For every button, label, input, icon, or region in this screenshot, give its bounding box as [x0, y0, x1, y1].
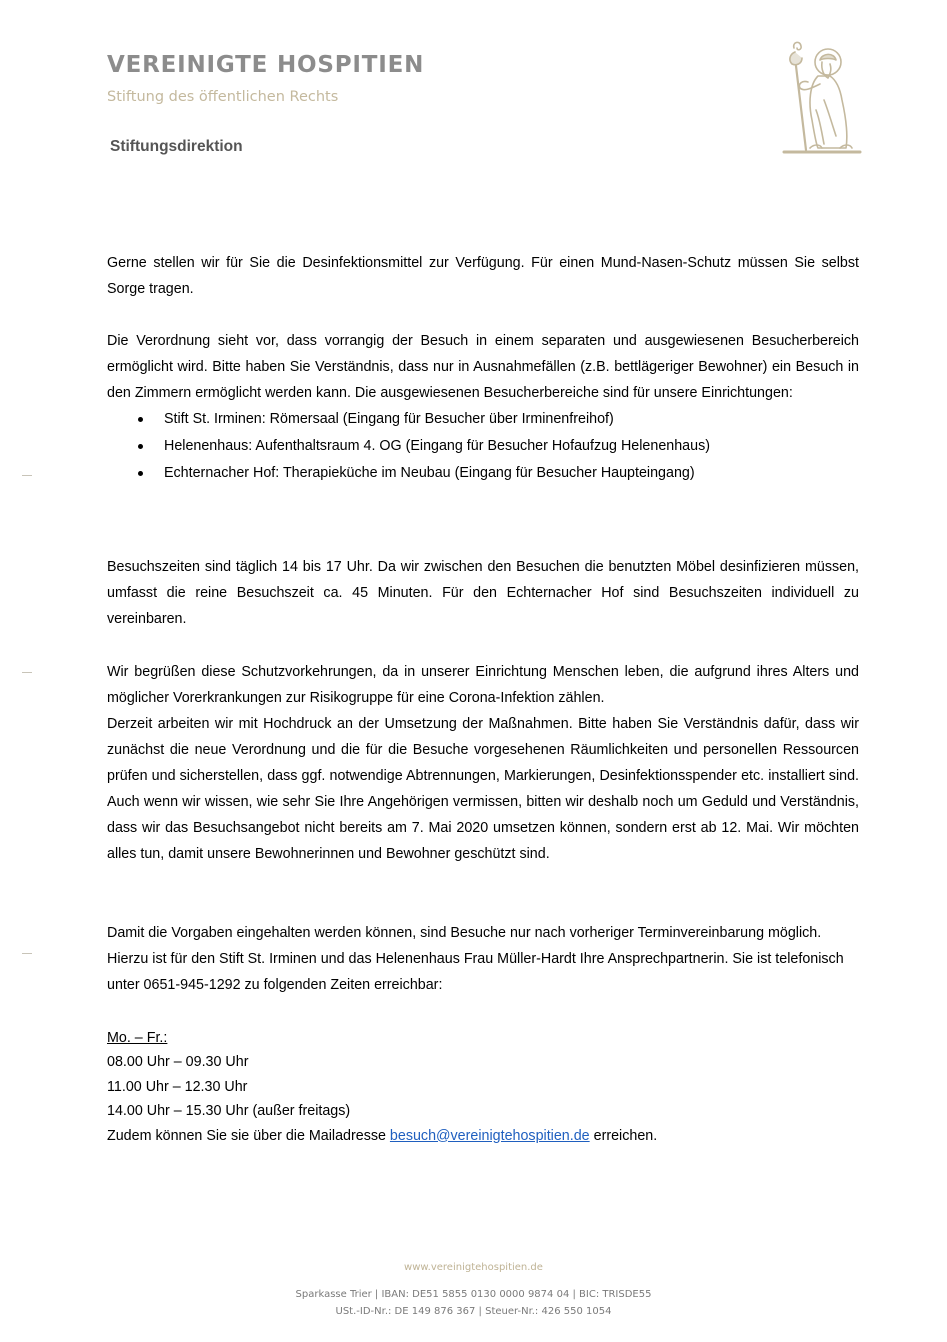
- email-link[interactable]: besuch@vereinigtehospitien.de: [389, 1127, 590, 1144]
- bullet-icon: [138, 471, 143, 476]
- footer-website: www.vereinigtehospitien.de: [404, 1262, 543, 1273]
- paragraph-appointment: Damit die Vorgaben eingehalten werden können, sind Besuche nur nach vorheriger Terminvereinbarung möglich.: [107, 925, 822, 941]
- contact-times: [107, 1026, 859, 1148]
- fold-mark: [22, 672, 32, 673]
- letter-body-appointment: [107, 920, 859, 998]
- list-item: Echternacher Hof: Therapieküche im Neubau (Eingang für Besucher Haupteingang): [107, 460, 859, 487]
- brand-subtitle: Stiftung des öffentlichen Rechts: [107, 89, 339, 105]
- paragraph-regulation: Die Verordnung sieht vor, dass vorrangig der Besuch in einem separaten und ausgewiesenen Besucherbereich ermöglicht wird. Bitte haben Sie Verständnis, dass nur in Ausnahmefällen (z.B. bettlägeriger Bewohner) ein Besuch in den Zimmern ermöglicht werden kann. Die ausgewiesenen Besucherbereiche sind für unsere Einrichtungen:: [107, 333, 859, 401]
- letter-body-visiting-hours: [107, 554, 859, 632]
- mail-line: Zudem können Sie sie über die Mailadresse besuch@vereinigtehospitien.de erreichen.: [107, 1127, 658, 1144]
- footer-tax-details: USt.-ID-Nr.: DE 149 876 367 | Steuer-Nr.: 426 550 1054: [335, 1306, 612, 1317]
- fold-mark: [22, 953, 32, 954]
- department-label: Stiftungsdirektion: [110, 138, 243, 155]
- saint-pilgrim-logo-icon: [780, 40, 862, 156]
- paragraph-contact: Hierzu ist für den Stift St. Irminen und das Helenenhaus Frau Müller-Hardt Ihre Ansprechpartnerin. Sie ist telefonisch unter 0651-945-1292 zu folgenden Zeiten erreichbar:: [107, 951, 844, 993]
- days-label: Mo. – Fr.:: [107, 1030, 168, 1046]
- paragraph-protection: Wir begrüßen diese Schutzvorkehrungen, da in unserer Einrichtung Menschen leben, die aufgrund ihres Alters und möglicher Vorerkrankungen zur Risikogruppe für eine Corona-Infektion zählen.: [107, 664, 859, 706]
- time-slot: 08.00 Uhr – 09.30 Uhr: [107, 1054, 249, 1071]
- fold-mark: [22, 475, 32, 476]
- time-slot: 11.00 Uhr – 12.30 Uhr: [107, 1078, 248, 1095]
- list-item: Stift St. Irminen: Römersaal (Eingang für Besucher über Irminenfreihof): [107, 406, 859, 433]
- bullet-icon: [138, 417, 143, 422]
- letter-body-measures: [107, 659, 859, 867]
- paragraph-visiting-hours: Besuchszeiten sind täglich 14 bis 17 Uhr. Da wir zwischen den Besuchen die benutzten Möbel desinfizieren müssen, umfasst die reine Besuchszeit ca. 45 Minuten. Für den Echternacher Hof sind Besuchszeiten individuell zu vereinbaren.: [107, 559, 859, 627]
- bullet-icon: [138, 444, 143, 449]
- footer-bank-details: Sparkasse Trier | IBAN: DE51 5855 0130 0000 9874 04 | BIC: TRISDE55: [295, 1289, 652, 1300]
- list-item: Helenenhaus: Aufenthaltsraum 4. OG (Eingang für Besucher Hofaufzug Helenenhaus): [107, 433, 859, 460]
- paragraph-implementation: Derzeit arbeiten wir mit Hochdruck an der Umsetzung der Maßnahmen. Bitte haben Sie Verständnis dafür, dass wir zunächst die neue Verordnung und die für die Besuche vorgesehenen Räumlichkeiten und personellen Ressourcen prüfen und sicherstellen, dass ggf. notwendige Abtrennungen, Markierungen, Desinfektionsspender etc. installiert sind. Auch wenn wir wissen, wie sehr Sie Ihre Angehörigen vermissen, bitten wir deshalb noch um Geduld und Verständnis, dass wir das Besuchsangebot nicht bereits am 7. Mai 2020 umsetzen können, sondern erst ab 12. Mai. Wir möchten alles tun, damit unsere Bewohnerinnen und Bewohner geschützt sind.: [107, 716, 859, 862]
- visitor-area-list: [107, 406, 859, 487]
- brand-title: VEREINIGTE HOSPITIEN: [107, 52, 425, 78]
- letter-body: [107, 250, 859, 487]
- paragraph-disinfectant: Gerne stellen wir für Sie die Desinfektionsmittel zur Verfügung. Für einen Mund-Nasen-Schutz müssen Sie selbst Sorge tragen.: [107, 255, 859, 297]
- time-slot: 14.00 Uhr – 15.30 Uhr (außer freitags): [107, 1103, 351, 1120]
